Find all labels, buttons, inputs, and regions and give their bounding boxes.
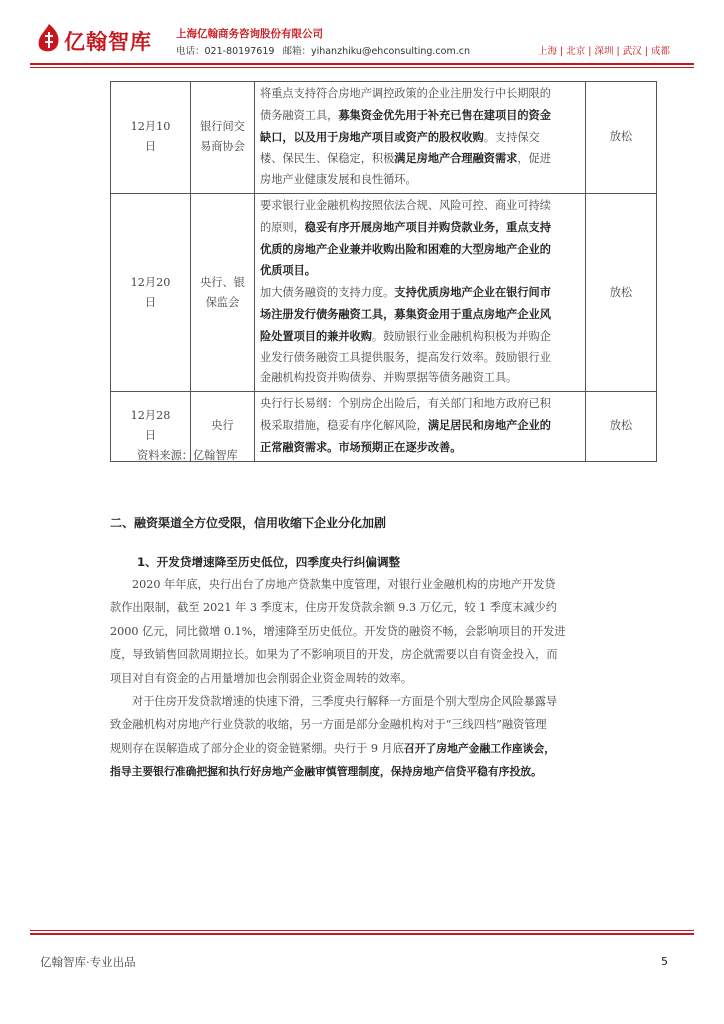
section-title: 二、融资渠道全方位受限，信用收缩下企业分化加剧: [110, 516, 387, 530]
emphasis-text: 缺口，以及用于房地产项目或资产的股权收购: [260, 129, 484, 144]
content-text: 金融机构投资并购债券、并购票据等债务融资工具。: [260, 371, 518, 385]
footer-rule-thick: [30, 933, 694, 935]
paragraph-line: [110, 760, 656, 783]
content-line: [260, 170, 581, 191]
date-text: 12月20: [130, 275, 171, 289]
emphasis-text: 募集资金优先用于补充已售在建项目的资金: [338, 107, 551, 122]
paragraph-line: [110, 737, 656, 760]
issuer-text: 易商协会: [200, 140, 245, 154]
content-text: 的原则，: [260, 220, 305, 234]
content-text: 央行行长易纲：个别房企出险后，有关部门和地方政府已积: [260, 397, 551, 411]
paragraph-line: [110, 667, 656, 690]
content-text: ，促进: [517, 152, 551, 166]
content-text: 加大债务融资的支持力度。: [260, 286, 395, 300]
emphasis-text: 稳妥有序开展房地产项目并购贷款业务，重点支持: [304, 219, 551, 234]
paragraph-text: 款作出限制，截至 2021 年 3 季度末，住房开发贷款余额 9.3 万亿元，较 1 季度末减少约: [110, 601, 557, 615]
content-line: [260, 196, 581, 217]
content-line: [260, 239, 581, 261]
emphasis-text: 场注册发行债务融资工具，募集资金用于重点房地产企业风: [260, 306, 551, 321]
paragraph-text: 对于住房开发贷款增速的快速下滑，三季度央行解释一方面是个别大型房企风险暴露导: [132, 695, 558, 708]
content-line: [260, 84, 581, 105]
emphasis-text: 险处置项目的兼并收购: [260, 328, 372, 343]
content-line: [260, 415, 581, 437]
content-line: [260, 260, 581, 282]
content-line: [260, 326, 581, 348]
policy-stance-cell: 放松: [586, 193, 657, 391]
content-line: [260, 348, 581, 369]
paragraph-text: 度，导致销售回款周期拉长。如果为了不影响项目的开发，房企就需要以自有资金投入，而: [110, 648, 558, 662]
content-text: 要求银行业金融机构按照依法合规、风险可控、商业可持续: [260, 198, 551, 212]
content-line: [260, 148, 581, 170]
content-text: 楼、保民生、保稳定，积极: [260, 152, 395, 166]
content-text: 将重点支持符合房地产调控政策的企业注册发行中长期限的: [260, 87, 551, 100]
content-line: [260, 127, 581, 149]
content-line: [260, 282, 581, 304]
policy-content-cell: [255, 392, 586, 461]
content-text: 债务融资工具，: [260, 108, 339, 122]
issuer-text: 央行、银: [200, 275, 245, 289]
emphasis-text: 优质项目。: [260, 263, 316, 278]
policy-stance-cell: 放松: [586, 82, 657, 194]
paragraph-text: 规则存在误解造成了部分企业的资金链紧绷。央行于 9 月底: [110, 741, 404, 755]
page-header: [0, 0, 724, 66]
header-rule-thin: [30, 67, 694, 68]
paragraph-text: 致金融机构对房地产行业贷款的收缩，另一方面是部分金融机构对于“三线四档”融资管理: [110, 718, 547, 732]
table-source-note: 资料来源：亿翰智库: [137, 449, 238, 462]
issuer-text: 保监会: [205, 295, 240, 309]
date-cell: [111, 82, 191, 194]
policy-table: [110, 81, 657, 462]
emphasis-text: 支持优质房地产企业在银行间市: [394, 285, 551, 300]
policy-content-cell: [255, 82, 586, 194]
issuer-cell: [191, 193, 255, 391]
content-line: [260, 437, 581, 459]
date-text: 日: [144, 295, 157, 309]
subsection-title: 1、开发贷增速降至历史低位，四季度央行纠偏调整: [137, 555, 401, 569]
paragraph-line: [110, 596, 656, 619]
content-line: [260, 304, 581, 326]
content-line: [260, 394, 581, 415]
header-rule-thick: [30, 63, 694, 65]
issuer-cell: [191, 82, 255, 194]
policy-content-cell: [255, 193, 586, 391]
email-address: yihanzhiku@ehconsulting.com.cn: [310, 46, 470, 57]
content-line: [260, 368, 581, 389]
body-paragraph: [110, 690, 656, 784]
paragraph-text: 2000 亿元，同比微增 0.1%，增速降至历史低位。开发贷的融资不畅，会影响项目的开发进: [110, 624, 566, 638]
page-number: 5: [661, 955, 668, 968]
date-cell: [111, 193, 191, 391]
logo-text: 亿翰智库: [64, 30, 152, 54]
phone-label: 电话：: [176, 46, 205, 57]
policy-stance-cell: 放松: [586, 392, 657, 461]
email-label: 邮箱：: [282, 46, 311, 57]
content-text: 房地产业健康发展和良性循环。: [260, 173, 417, 187]
emphasis-text: 满足房地产合理融资需求: [394, 151, 518, 166]
emphasis-text: 召开了房地产金融工作座谈会，: [403, 741, 556, 755]
paragraph-line: [110, 643, 656, 666]
paragraph-line: [110, 690, 656, 713]
issuer-text: 银行间交: [200, 120, 245, 134]
contact-info: [176, 43, 470, 57]
emphasis-text: 正常融资需求。市场预期正在逐步改善。: [260, 439, 462, 454]
emphasis-text: 满足居民和房地产企业的: [427, 417, 551, 432]
footer-brand: 亿翰智库·专业出品: [40, 955, 136, 969]
emphasis-text: 指导主要银行准确把握和执行好房地产金融审慎管理制度，保持房地产信贷平稳有序投放。: [110, 765, 542, 779]
issuer-text: 央行: [211, 419, 234, 433]
date-text: 日: [144, 140, 157, 154]
paragraph-text: 2020 年年底，央行出台了房地产贷款集中度管理，对银行业金融机构的房地产开发贷: [132, 578, 556, 591]
paragraph-text: 项目对自有资金的占用量增加也会削弱企业资金周转的效率。: [110, 671, 413, 685]
content-line: [260, 105, 581, 127]
content-text: 极采取措施，稳妥有序化解风险，: [260, 418, 428, 432]
table-row: [111, 82, 657, 194]
paragraph-line: [110, 573, 656, 596]
content-text: 。鼓励银行业金融机构积极为并购企: [371, 329, 551, 343]
content-text: 。支持保交: [483, 130, 540, 144]
date-text: 12月10: [130, 120, 171, 134]
office-cities: 上海 | 北京 | 深圳 | 武汉 | 成都: [538, 46, 670, 57]
date-text: 12月28: [130, 409, 171, 423]
phone-number: 021-80197619: [204, 46, 275, 57]
body-paragraph: [110, 573, 656, 690]
content-line: [260, 217, 581, 239]
paragraph-line: [110, 620, 656, 643]
date-text: 日: [144, 429, 157, 443]
footer-rule-thin: [30, 930, 694, 931]
yihan-logo-icon: [36, 22, 62, 54]
emphasis-text: 优质的房地产企业兼并收购出险和困难的大型房地产企业的: [260, 241, 551, 256]
paragraph-line: [110, 713, 656, 736]
table-row: [111, 193, 657, 391]
company-name: 上海亿翰商务咨询股份有限公司: [176, 28, 323, 40]
content-text: 业发行债务融资工具提供服务，提高发行效率。鼓励银行业: [260, 350, 551, 364]
